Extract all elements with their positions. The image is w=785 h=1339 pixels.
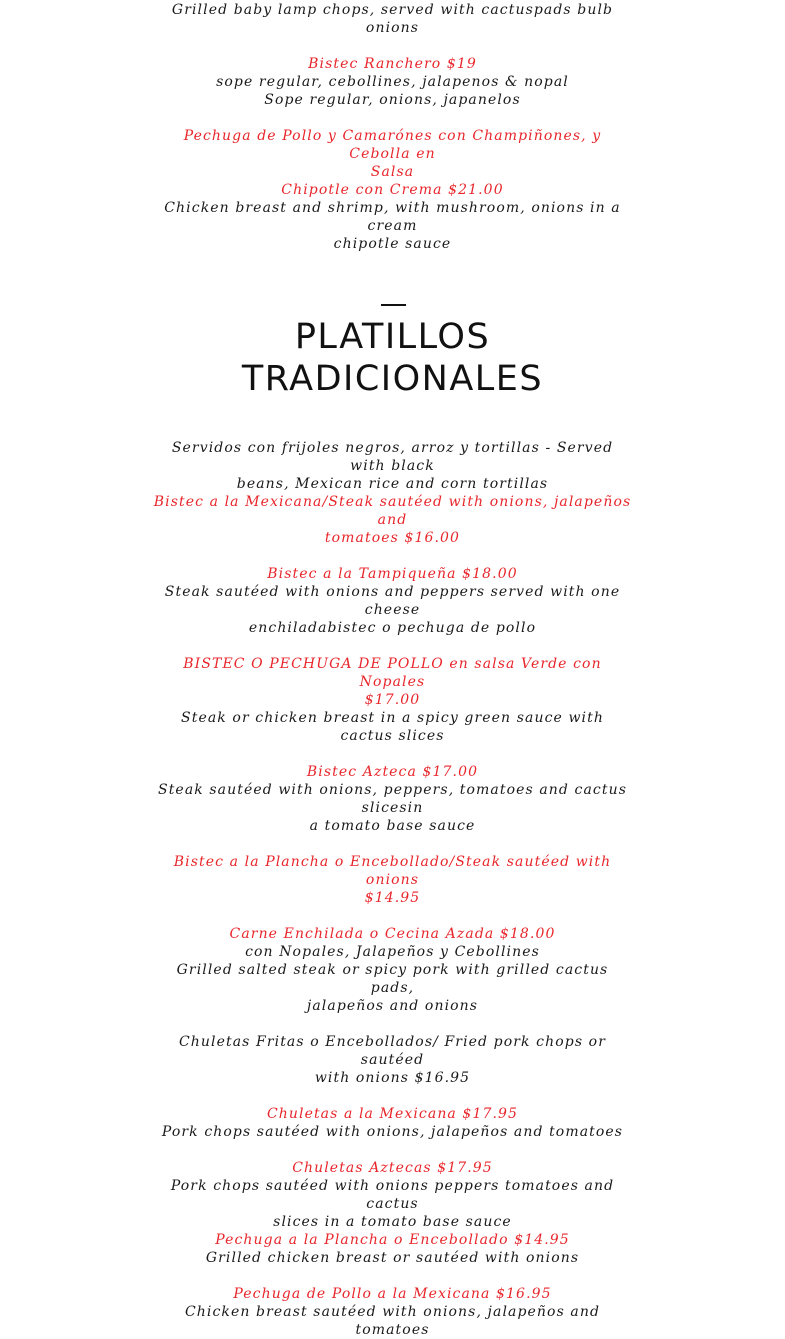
- dish-description-line: Steak or chicken breast in a spicy green sauce with cactus slices: [181, 710, 604, 744]
- dish-name-line: Chuletas Aztecas $17.95: [292, 1160, 493, 1176]
- dish-name-line: Carne Enchilada o Cecina Azada $18.00: [229, 926, 556, 942]
- dish-description-line: Pork chops sautéed with onions, jalapeños and tomatoes: [161, 1124, 624, 1140]
- menu-items-platillos: [0, 439, 785, 1339]
- section-title-line2: TRADICIONALES: [241, 359, 544, 399]
- dish-description-line: Pork chops sautéed with onions peppers tomatoes and cactus: [170, 1178, 615, 1212]
- spacer: [0, 547, 785, 565]
- dish-name-line: Pechuga de Pollo a la Mexicana $16.95: [233, 1286, 552, 1302]
- dish-description-line: Chicken breast and shrimp, with mushroom, onions in a cream: [164, 200, 621, 234]
- spacer: [0, 1267, 785, 1285]
- dish-description-line: Chuletas Fritas o Encebollados/ Fried pork chops or sautéed: [179, 1034, 606, 1068]
- spacer: [0, 1087, 785, 1105]
- dish-description-line: Steak sautéed with onions and peppers served with one cheese: [164, 584, 621, 618]
- dish-name-line: Bistec a la Mexicana/Steak sautéed with onions, jalapeños and: [153, 494, 632, 528]
- dish-name-line: Bistec a la Plancha o Encebollado/Steak sautéed with onions: [173, 854, 612, 888]
- dish-name-line: Bistec Azteca $17.00: [306, 764, 479, 780]
- dish-description-line: jalapeños and onions: [306, 998, 479, 1014]
- dish-name-line: Pechuga de Pollo y Camarónes con Champiñones, y Cebolla en: [183, 128, 602, 162]
- dish-description-line: beans, Mexican rice and corn tortillas: [236, 476, 549, 492]
- dish-name-line: Bistec a la Tampiqueña $18.00: [267, 566, 518, 582]
- dish-description-line: Grilled chicken breast or sautéed with onions: [205, 1250, 580, 1266]
- spacer: [0, 907, 785, 925]
- dish-description-line: with onions $16.95: [314, 1070, 471, 1086]
- dish-name-line: Bistec Ranchero $19: [308, 56, 477, 72]
- dish-description-line: Servidos con frijoles negros, arroz y tortillas - Served with black: [171, 440, 614, 474]
- dish-description-line: Chicken breast sautéed with onions, jalapeños and tomatoes: [184, 1304, 601, 1338]
- dish-description-line: enchiladabistec o pechuga de pollo: [248, 620, 537, 636]
- dish-description-line: sope regular, cebollines, jalapenos & nopal: [216, 74, 569, 90]
- dish-description-line: Steak sautéed with onions, peppers, tomatoes and cactus slicesin: [158, 782, 627, 816]
- spacer: [0, 745, 785, 763]
- menu-items-top: [0, 1, 785, 253]
- dish-description-line: Grilled baby lamp chops, served with cactuspads bulb onions: [171, 2, 614, 36]
- dish-description-line: chipotle sauce: [333, 236, 452, 252]
- spacer: [0, 835, 785, 853]
- spacer: [0, 37, 785, 55]
- section-divider: [381, 304, 406, 306]
- dish-description-line: Sope regular, onions, japanelos: [264, 92, 521, 108]
- dish-name-line: Salsa: [370, 164, 415, 180]
- dish-name-line: $17.00: [364, 692, 421, 708]
- dish-description-line: Grilled salted steak or spicy pork with grilled cactus pads,: [176, 962, 609, 996]
- dish-name-line: Pechuga a la Plancha o Encebollado $14.95: [215, 1232, 570, 1248]
- dish-name-line: tomatoes $16.00: [324, 530, 461, 546]
- dish-description-line: slices in a tomato base sauce: [273, 1214, 512, 1230]
- dish-name-line: BISTEC O PECHUGA DE POLLO en salsa Verde con Nopales: [183, 656, 602, 690]
- dish-description-line: con Nopales, Jalapeños y Cebollines: [245, 944, 540, 960]
- dish-name-line: Chuletas a la Mexicana $17.95: [266, 1106, 519, 1122]
- spacer: [0, 1141, 785, 1159]
- section-title: [0, 316, 785, 400]
- spacer: [0, 1015, 785, 1033]
- section-title-line1: PLATILLOS: [294, 317, 491, 357]
- dish-name-line: $14.95: [364, 890, 421, 906]
- dish-name-line: Chipotle con Crema $21.00: [281, 182, 504, 198]
- spacer: [0, 109, 785, 127]
- spacer: [0, 637, 785, 655]
- dish-description-line: a tomato base sauce: [309, 818, 476, 834]
